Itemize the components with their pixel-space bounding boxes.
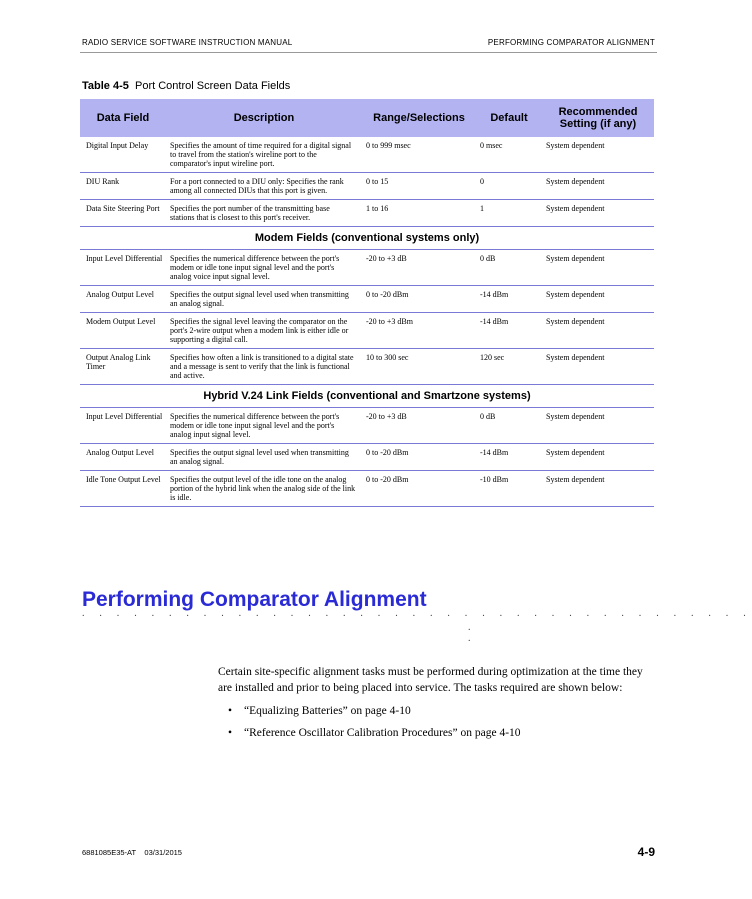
table-cell: Specifies the output level of the idle tone on the analog portion of the hybrid link when the analog side of the link is idle. xyxy=(170,475,356,502)
table-cell: System dependent xyxy=(546,141,605,150)
table-cell: 0 to 999 msec xyxy=(366,141,411,150)
table-row xyxy=(80,444,654,471)
table-cell: Modem Output Level xyxy=(86,317,156,326)
page-number: 4-9 xyxy=(637,845,655,859)
column-header: Description xyxy=(233,112,295,124)
column-header: Data Field xyxy=(96,112,150,124)
table-cell: -20 to +3 dB xyxy=(366,412,407,421)
table-row xyxy=(80,408,654,444)
table-cell: Specifies the amount of time required for a digital signal to travel from the station's wireline port to the comparator's input wireline port. xyxy=(170,141,352,168)
bullet-list xyxy=(228,700,521,744)
table-cell: System dependent xyxy=(546,290,605,299)
table-cell: 0 to -20 dBm xyxy=(366,290,409,299)
table-row xyxy=(80,137,654,173)
table-header-row xyxy=(80,99,654,137)
table-cell: Analog Output Level xyxy=(86,290,154,299)
data-fields-table xyxy=(80,99,654,507)
table-cell: Specifies the numerical difference between the port's modem or idle tone input signal level and the port's analog input signal level. xyxy=(170,412,340,439)
table-cell: 0 dB xyxy=(480,254,496,263)
table-cell: -14 dBm xyxy=(480,317,509,326)
footer-doc-info xyxy=(82,848,182,857)
table-row xyxy=(80,286,654,313)
table-row xyxy=(80,313,654,349)
table-caption-number: Table 4-5 xyxy=(82,80,129,92)
table-cell: 0 xyxy=(480,177,484,186)
table-cell: 1 xyxy=(480,204,484,213)
table-cell: Specifies the output signal level used when transmitting an analog signal. xyxy=(170,290,349,308)
table-row xyxy=(80,471,654,507)
table-cell: 120 sec xyxy=(480,353,505,362)
cross-reference-link[interactable]: “Reference Oscillator Calibration Procedures” on page 4-10 xyxy=(244,727,521,739)
header-rule xyxy=(80,52,657,53)
table-cell: Specifies the port number of the transmitting base stations that is closest to this port's receiver. xyxy=(170,204,330,222)
list-item: • “Reference Oscillator Calibration Procedures” on page 4-10 xyxy=(228,727,521,739)
table-cell: For a port connected to a DIU only: Specifies the rank among all connected DIUs that this port is given. xyxy=(170,177,344,195)
table-cell: -10 dBm xyxy=(480,475,509,484)
table-cell: System dependent xyxy=(546,412,605,421)
table-cell: System dependent xyxy=(546,317,605,326)
table-cell: System dependent xyxy=(546,475,605,484)
cross-reference-link[interactable]: “Equalizing Batteries” on page 4-10 xyxy=(244,705,411,717)
table-cell: Digital Input Delay xyxy=(86,141,149,150)
table-row xyxy=(80,349,654,385)
table-caption-title: Port Control Screen Data Fields xyxy=(135,80,291,92)
list-item: • “Equalizing Batteries” on page 4-10 xyxy=(228,705,411,717)
table-body xyxy=(80,137,654,507)
table-cell: Idle Tone Output Level xyxy=(86,475,161,484)
table-cell: 1 to 16 xyxy=(366,204,389,213)
table-cell: System dependent xyxy=(546,353,605,362)
table-cell: Specifies the numerical difference between the port's modem or idle tone input signal level and the port's analog voice input signal level. xyxy=(170,254,340,281)
table-caption xyxy=(82,80,290,92)
dotted-rule-vertical: . . xyxy=(468,622,471,644)
column-header: Recommended Setting (if any) xyxy=(558,106,638,130)
table-cell: 0 to 15 xyxy=(366,177,389,186)
table-cell: 0 dB xyxy=(480,412,496,421)
section-paragraph: Certain site-specific alignment tasks must be performed during optimization at the time they are installed and prior to being placed into service. The tasks required are shown below: xyxy=(218,666,643,694)
table-section-heading: Hybrid V.24 Link Fields (conventional and Smartzone systems) xyxy=(80,385,654,408)
footer-date: 03/31/2015 xyxy=(144,848,182,857)
table-cell: Data Site Steering Port xyxy=(86,204,160,213)
table-cell: Specifies the output signal level used when transmitting an analog signal. xyxy=(170,448,349,466)
table-cell: System dependent xyxy=(546,204,605,213)
table-cell: -20 to +3 dBm xyxy=(366,317,413,326)
running-header-right: PERFORMING COMPARATOR ALIGNMENT xyxy=(487,38,655,47)
table-cell: Specifies how often a link is transitioned to a digital state and a message is sent to verify that the link is functional and active. xyxy=(170,353,354,380)
footer-doc-id: 6881085E35-AT xyxy=(82,848,137,857)
table-cell: 10 to 300 sec xyxy=(366,353,409,362)
table-cell: System dependent xyxy=(546,448,605,457)
table-cell: Specifies the signal level leaving the comparator on the port's 2-wire output when a modem link is either idle or supporting a digital call. xyxy=(170,317,349,344)
table-cell: 0 to -20 dBm xyxy=(366,475,409,484)
table-cell: Input Level Differential xyxy=(86,254,163,263)
table-row xyxy=(80,173,654,200)
table-cell: DIU Rank xyxy=(86,177,120,186)
table-cell: System dependent xyxy=(546,254,605,263)
table-cell: Output Analog Link Timer xyxy=(86,353,151,371)
column-header: Default xyxy=(490,112,528,124)
table-cell: 0 msec xyxy=(480,141,503,150)
dotted-rule: . . . . . . . . . . . . . . . . . . . . . . . . . . . . . . . . . . . . . . . xyxy=(82,608,752,619)
column-header: Range/Selections xyxy=(373,112,465,124)
table-cell: System dependent xyxy=(546,177,605,186)
table-cell: 0 to -20 dBm xyxy=(366,448,409,457)
table-row xyxy=(80,250,654,286)
section-title: Performing Comparator Alignment xyxy=(82,588,427,611)
table-section-heading: Modem Fields (conventional systems only) xyxy=(80,227,654,250)
running-header-left: RADIO SERVICE SOFTWARE INSTRUCTION MANUAL xyxy=(82,38,293,47)
table-row xyxy=(80,200,654,227)
table-cell: -14 dBm xyxy=(480,448,509,457)
table-cell: Input Level Differential xyxy=(86,412,163,421)
table-cell: -20 to +3 dB xyxy=(366,254,407,263)
table-cell: Analog Output Level xyxy=(86,448,154,457)
table-cell: -14 dBm xyxy=(480,290,509,299)
